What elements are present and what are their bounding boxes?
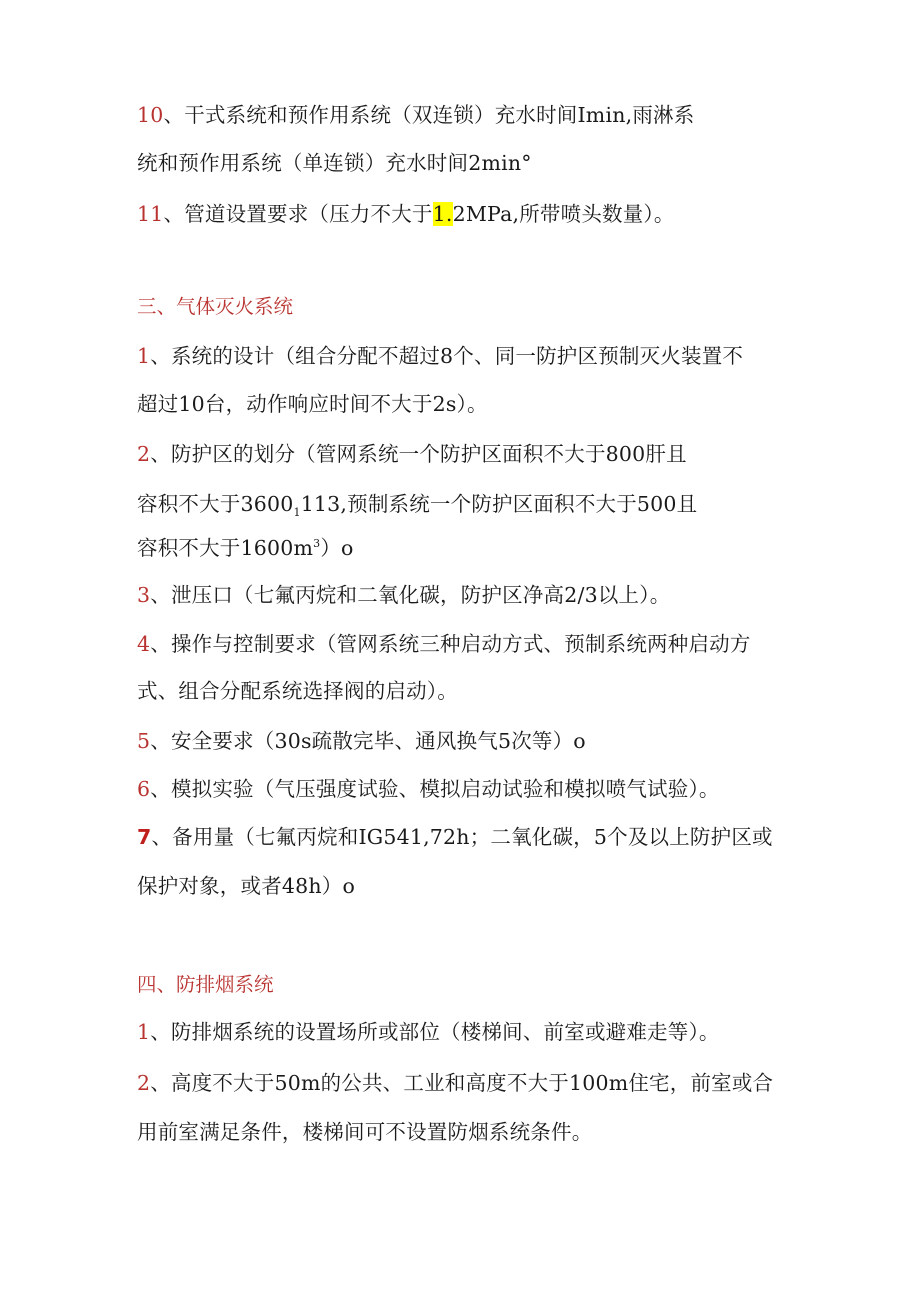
item-separator: 、 [150,344,171,368]
item-text: 防排烟系统的设置场所或部位（楼梯间、前室或避难走等）。 [170,1020,720,1044]
item-separator: 、 [163,202,185,226]
s4-item-2-line-2 [137,1118,592,1146]
s3-item-7-line-2 [137,872,355,900]
s3-item-4-line-2 [137,677,458,705]
subscript-text: 1 [293,506,301,520]
s3-item-2-line-1 [137,440,687,468]
item-number: 10 [137,103,164,127]
s3-item-3-line-1 [137,581,670,609]
item-text: 干式系统和预作用系统（双连锁）充水时间Imin,雨淋系 [184,103,695,127]
item-number: 4 [137,632,151,656]
item-text: 2MPa,所带喷头数量）。 [452,202,675,226]
item-text: 113,预制系统一个防护区面积不大于500且 [300,492,698,516]
item-separator: 、 [150,442,171,466]
item-separator: 、 [150,583,171,607]
item-number: 6 [137,777,151,801]
item-text: 容积不大于3600 [137,492,294,516]
item-separator: 、 [150,1071,171,1095]
item-number: 3 [137,583,151,607]
highlighted-text: 1. [432,202,453,226]
item-number: 7 [137,825,152,849]
s4-item-2-line-1 [137,1069,773,1097]
s3-item-1-line-1 [137,342,743,370]
item-text: 系统的设计（组合分配不超过8个、同一防护区预制灭火装置不 [170,344,744,368]
item-10-line-2 [137,149,532,177]
s3-item-4-line-1 [137,630,751,658]
item-text: 用前室满足条件，楼梯间可不设置防烟系统条件。 [137,1120,593,1144]
item-number: 5 [137,729,151,753]
section-heading-gas-extinguishing: 三、气体灭火系统 [137,295,294,318]
item-separator: 、 [163,103,185,127]
item-text: 保护对象，或者48h）o [137,874,356,898]
item-separator: 、 [150,632,171,656]
superscript-text: 3 [313,537,321,551]
item-separator: 、 [150,729,171,753]
item-text: 备用量（七氟丙烷和IG541,72h；二氧化碳，5个及以上防护区或 [172,825,773,849]
item-text: 超过10台，动作响应时间不大于2s）。 [137,392,488,416]
item-number: 11 [137,202,164,226]
s3-item-5-line-1 [137,727,586,755]
item-text: 防护区的划分（管网系统一个防护区面积不大于800肝且 [170,442,687,466]
item-text: 式、组合分配系统选择阀的启动）。 [137,679,458,703]
item-text: 管道设置要求（压力不大于 [184,202,433,226]
s3-item-6-line-1 [137,775,720,803]
item-separator: 、 [150,1020,171,1044]
item-separator: 、 [150,777,171,801]
s3-item-7-line-1 [137,823,773,851]
s4-item-1-line-1 [137,1018,720,1046]
item-number: 1 [137,1020,151,1044]
item-separator: 、 [151,825,173,849]
item-number: 2 [137,1071,151,1095]
item-text: 高度不大于50m的公共、工业和高度不大于100m住宅，前室或合 [170,1071,774,1095]
item-number: 2 [137,442,151,466]
item-11-line-1 [137,200,675,228]
s3-item-2-line-3 [137,534,354,562]
item-text: ）o [320,536,354,560]
s3-item-1-line-2 [137,390,488,418]
item-text: 泄压口（七氟丙烷和二氧化碳，防护区净高2/3以上）。 [170,583,671,607]
item-text: 容积不大于1600m [137,536,314,560]
item-text: 统和预作用系统（单连锁）充水时间2min° [137,151,532,175]
item-number: 1 [137,344,151,368]
item-10-line-1 [137,101,694,129]
item-text: 操作与控制要求（管网系统三种启动方式、预制系统两种启动方 [170,632,751,656]
item-text: 模拟实验（气压强度试验、模拟启动试验和模拟喷气试验）。 [170,777,720,801]
s3-item-2-line-2 [137,490,697,518]
item-text: 安全要求（30s疏散完毕、通风换气5次等）o [170,729,586,753]
section-heading-smoke-control: 四、防排烟系统 [137,973,274,996]
